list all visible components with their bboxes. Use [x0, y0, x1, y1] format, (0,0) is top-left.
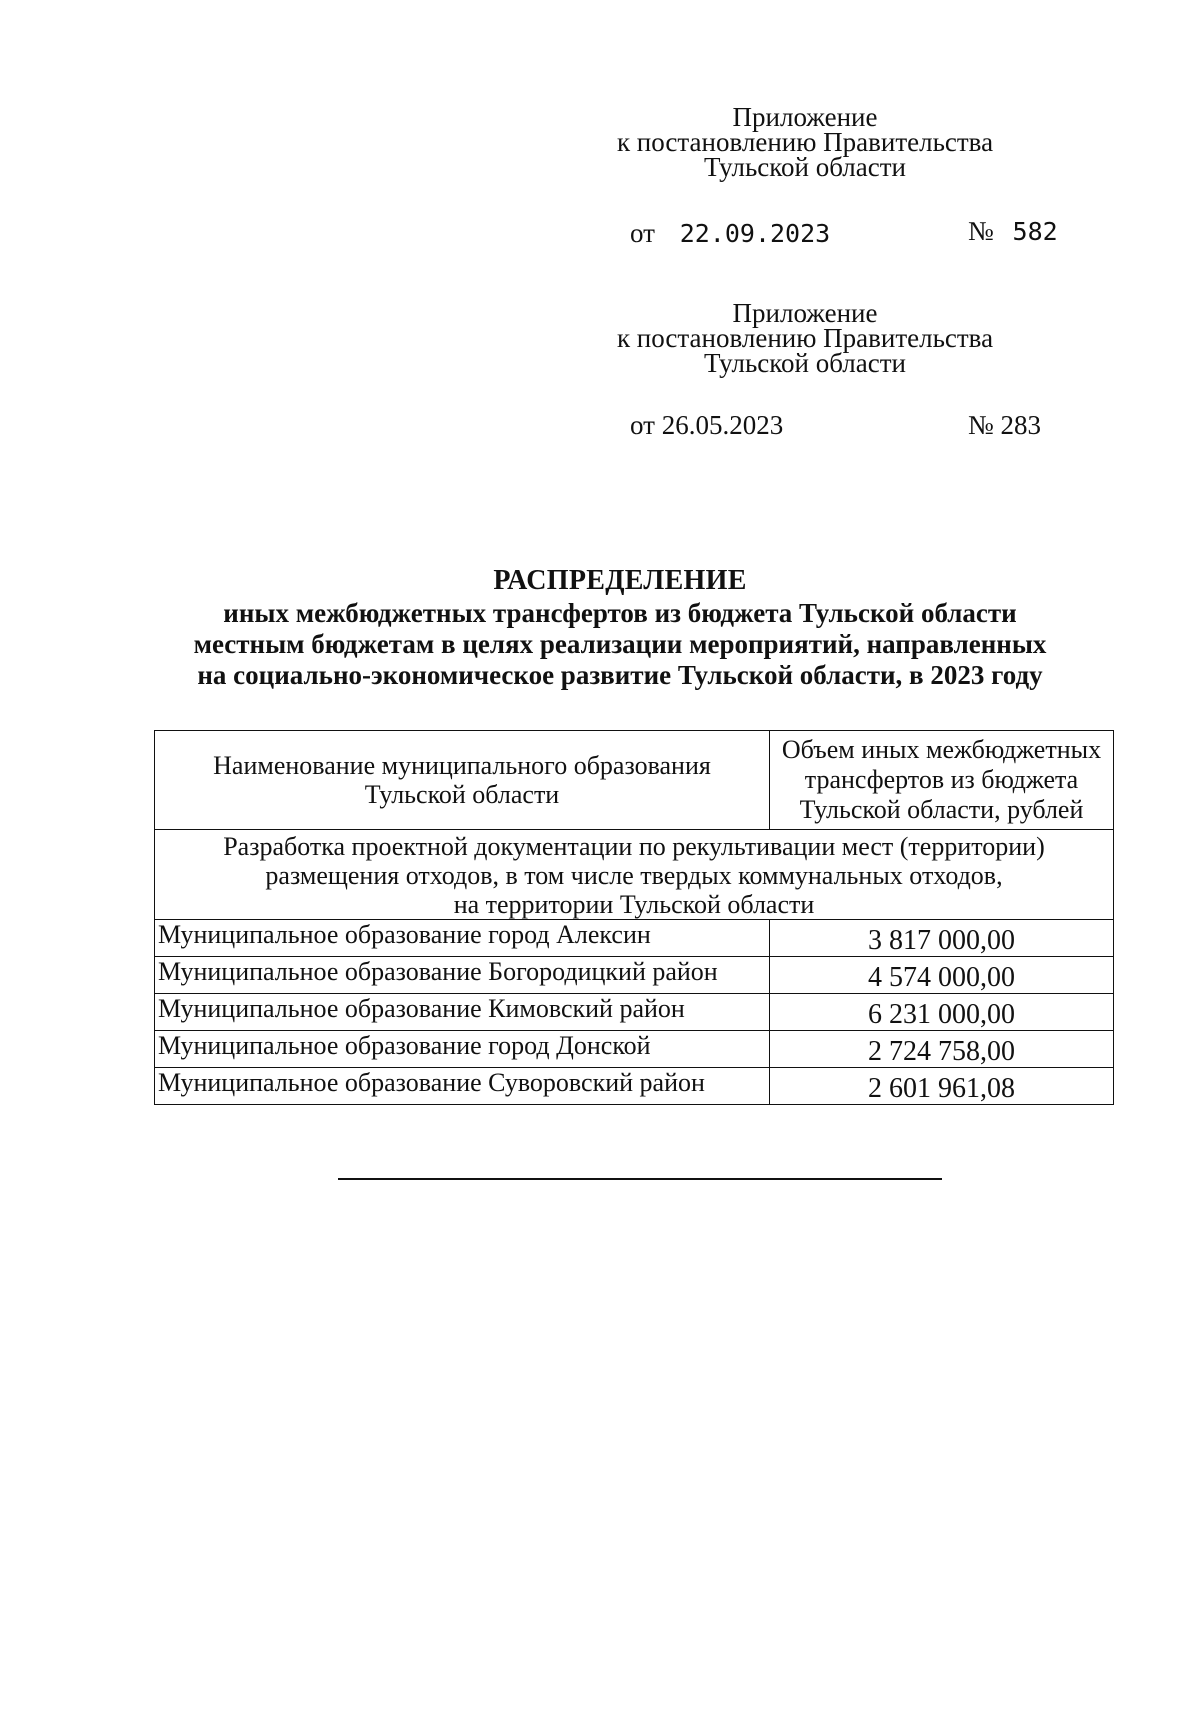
approval-number-current	[968, 216, 1058, 247]
header-left-line-1: Наименование муниципального образования	[213, 751, 711, 780]
number-prefix: №	[968, 410, 994, 440]
distribution-table	[154, 730, 1114, 1105]
approval-date-current	[630, 218, 830, 249]
section-title	[155, 830, 1114, 920]
date-value: 22.09.2023	[679, 219, 831, 248]
approval-line-appendix: Приложение	[732, 298, 878, 328]
closing-rule	[338, 1178, 942, 1180]
number-value: 582	[1012, 217, 1058, 246]
municipality-name: Муниципальное образование город Алексин	[155, 920, 770, 957]
date-prefix: от	[630, 218, 655, 248]
header-right-line-2: трансфертов из бюджета	[804, 765, 1079, 794]
section-line-3: на территории Тульской области	[453, 890, 815, 919]
municipality-name: Муниципальное образование Кимовский район	[155, 994, 770, 1031]
number-value: 283	[1000, 410, 1042, 440]
title-main: РАСПРЕДЕЛЕНИЕ	[493, 565, 747, 596]
table-row	[155, 994, 1114, 1031]
municipality-name: Муниципальное образование Богородицкий район	[155, 957, 770, 994]
section-line-1: Разработка проектной документации по рекультивации мест (территории)	[223, 832, 1045, 861]
approval-number-original	[968, 410, 1041, 441]
approval-line-resolution: к постановлению Правительства	[616, 127, 994, 157]
approval-date-original	[630, 410, 783, 441]
approval-line-region: Тульской области	[704, 348, 906, 378]
transfer-amount: 6 231 000,00	[770, 994, 1114, 1031]
date-value: 26.05.2023	[661, 410, 784, 440]
header-amount	[770, 731, 1114, 830]
approval-line-region: Тульской области	[704, 152, 906, 182]
table-row	[155, 957, 1114, 994]
transfer-amount: 4 574 000,00	[770, 957, 1114, 994]
municipality-name: Муниципальное образование город Донской	[155, 1031, 770, 1068]
approval-line-appendix: Приложение	[732, 102, 878, 132]
table-row	[155, 1068, 1114, 1105]
table-row	[155, 1031, 1114, 1068]
title-line-3: на социально-экономическое развитие Тульской области, в 2023 году	[197, 660, 1043, 690]
transfer-amount: 3 817 000,00	[770, 920, 1114, 957]
table-header-row	[155, 731, 1114, 830]
header-right-line-1: Объем иных межбюджетных	[781, 735, 1102, 764]
approval-block-original	[570, 298, 1040, 378]
header-municipality	[155, 731, 770, 830]
title-line-2: местным бюджетам в целях реализации мероприятий, направленных	[193, 629, 1047, 659]
header-left-line-2: Тульской области	[364, 780, 560, 809]
table-section-row	[155, 830, 1114, 920]
title-line-1: иных межбюджетных трансфертов из бюджета Тульской области	[223, 598, 1017, 628]
transfer-amount: 2 601 961,08	[770, 1068, 1114, 1105]
date-prefix: от	[630, 410, 655, 440]
number-prefix: №	[968, 216, 994, 246]
approval-block-current	[570, 102, 1040, 182]
header-right-line-3: Тульской области, рублей	[799, 795, 1084, 824]
table-row	[155, 920, 1114, 957]
municipality-name: Муниципальное образование Суворовский район	[155, 1068, 770, 1105]
section-line-2: размещения отходов, в том числе твердых коммунальных отходов,	[265, 861, 1003, 890]
document-title	[130, 565, 1110, 691]
transfer-amount: 2 724 758,00	[770, 1031, 1114, 1068]
approval-line-resolution: к постановлению Правительства	[616, 323, 994, 353]
